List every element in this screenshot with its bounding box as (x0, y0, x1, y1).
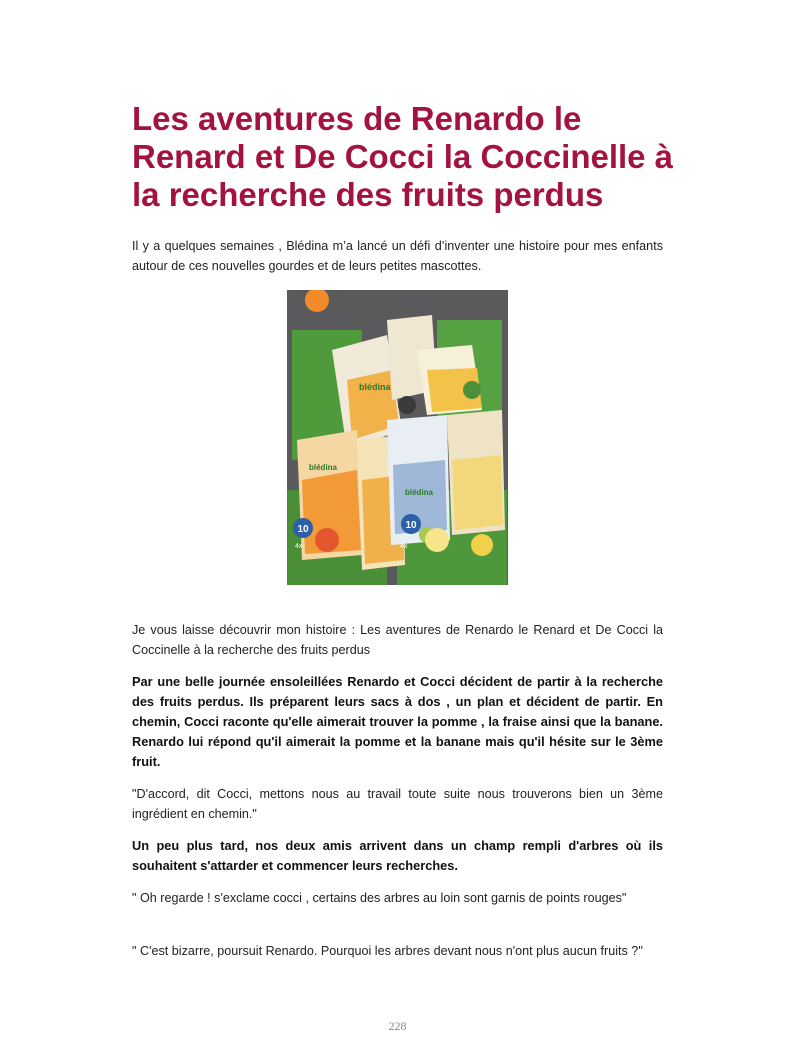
page-number: 228 (388, 1019, 407, 1033)
story-paragraph-1: Par une belle journée ensoleillées Renardo et Cocci décident de partir à la recherche des fruits perdus. Ils préparent leurs sacs à dos , un plan et décident de partir. En chemin, Cocci raconte qu'elle aimerait trouver la pomme , la fraise ainsi que la banane. Renardo lui répond qu'il aimerait la pomme et la banane mais qu'il hésite sur le 3ème fruit. (132, 674, 663, 769)
photo-brand-label: blédina (309, 463, 338, 472)
page-title: Les aventures de Renardo le Renard et De Cocci la Coccinelle à la recherche des fruits perdus (132, 100, 674, 213)
dialogue-paragraph-3: " C'est bizarre, poursuit Renardo. Pourquoi les arbres devant nous n'ont plus aucun fruits ?" (132, 944, 643, 958)
photo-age-badge: 10 (405, 520, 417, 531)
intro-paragraph: Il y a quelques semaines , Blédina m’a lancé un défi d’inventer une histoire pour mes enfants autour de ces nouvelles gourdes et de leurs petites mascottes. (132, 239, 663, 273)
photo-pack-count: 4x (400, 543, 408, 550)
dialogue-paragraph-1: "D'accord, dit Cocci, mettons nous au travail toute suite nous trouverons bien un 3ème ingrédient en chemin." (132, 787, 663, 821)
photo-pack-count: 4x (295, 543, 303, 550)
photo-brand-label: blédina (359, 382, 391, 392)
photo-age-badge: 10 (297, 524, 309, 535)
story-paragraph-2: Un peu plus tard, nos deux amis arrivent dans un champ rempli d'arbres où ils souhaitent s'attarder et commencer leurs recherches. (132, 838, 663, 873)
dialogue-paragraph-2: " Oh regarde ! s'exclame cocci , certains des arbres au loin sont garnis de points rouges" (132, 891, 627, 905)
photo-brand-label: blédina (405, 488, 434, 497)
product-photo (287, 290, 508, 585)
story-intro-paragraph: Je vous laisse découvrir mon histoire : Les aventures de Renardo le Renard et De Cocci la Coccinelle à la recherche des fruits perdus (132, 623, 663, 657)
